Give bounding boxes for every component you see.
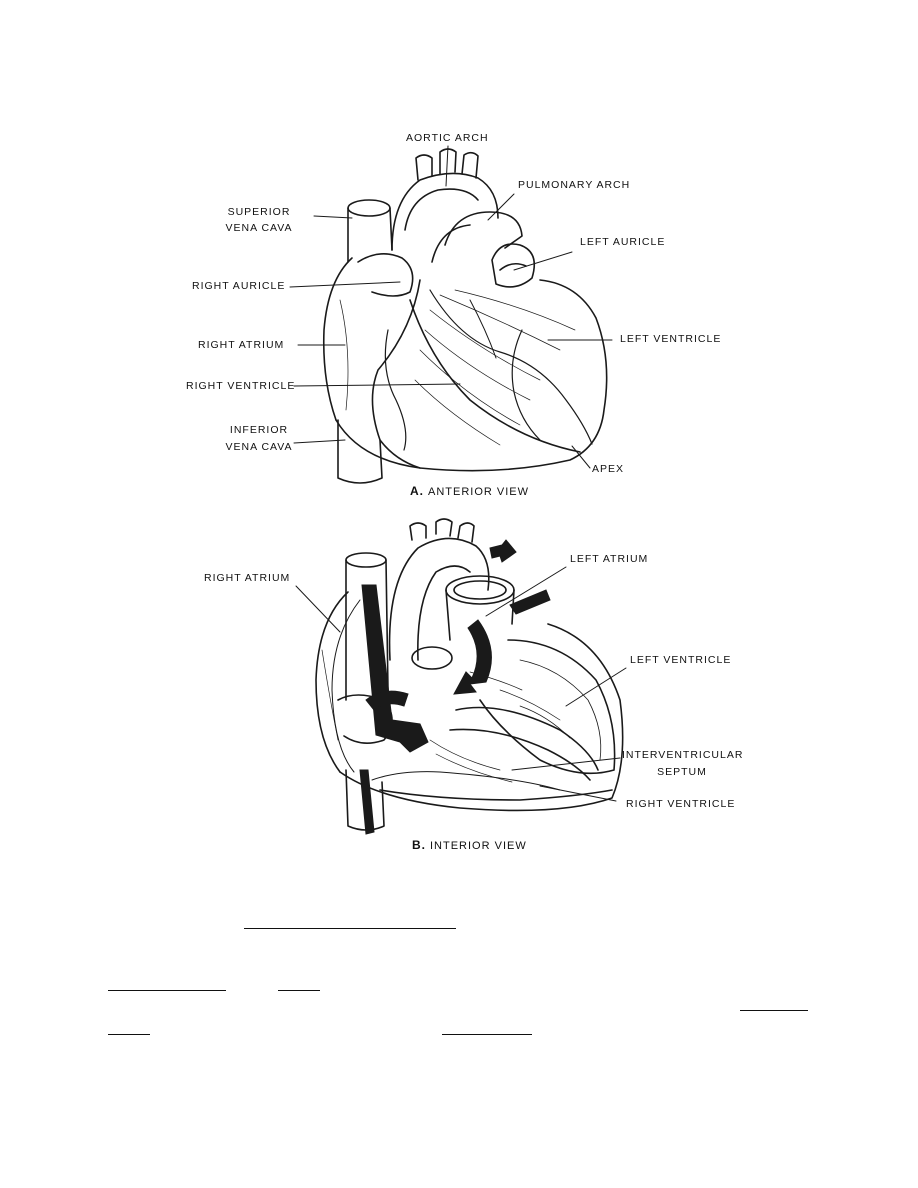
- underline-term-2: [278, 990, 320, 991]
- underline-title: [244, 928, 456, 929]
- underline-term-4: [108, 1034, 150, 1035]
- caption-anterior-letter: A.: [410, 484, 424, 498]
- caption-interior-text: INTERIOR VIEW: [430, 840, 527, 852]
- caption-anterior-view: [410, 484, 529, 498]
- label-left-auricle: LEFT AURICLE: [580, 236, 666, 248]
- label-aortic-arch: AORTIC ARCH: [406, 132, 489, 144]
- label-left-ventricle-b: LEFT VENTRICLE: [630, 654, 732, 666]
- caption-interior-view: [412, 838, 527, 852]
- label-left-atrium: LEFT ATRIUM: [570, 553, 649, 565]
- label-interventricular-line1: INTERVENTRICULAR: [622, 749, 744, 761]
- underline-term-3: [740, 1010, 808, 1011]
- anterior-view-drawing: [324, 149, 607, 483]
- label-apex: APEX: [592, 463, 625, 475]
- label-pulmonary-arch: PULMONARY ARCH: [518, 179, 631, 191]
- underline-term-1: [108, 990, 226, 991]
- label-right-atrium-b: RIGHT ATRIUM: [204, 572, 291, 584]
- label-superior-vena-cava-line1: SUPERIOR: [227, 206, 291, 218]
- caption-interior-letter: B.: [412, 838, 426, 852]
- label-right-ventricle-b: RIGHT VENTRICLE: [626, 798, 736, 810]
- label-right-atrium-a: RIGHT ATRIUM: [198, 339, 285, 351]
- label-inferior-vena-cava-line1: INFERIOR: [229, 424, 289, 436]
- underline-term-5: [442, 1034, 532, 1035]
- label-right-ventricle-a: RIGHT VENTRICLE: [186, 380, 296, 392]
- blood-flow-arrows: [360, 540, 550, 834]
- label-right-auricle: RIGHT AURICLE: [192, 280, 286, 292]
- label-inferior-vena-cava-line2: VENA CAVA: [225, 441, 293, 453]
- label-interventricular-line2: SEPTUM: [657, 766, 707, 778]
- label-superior-vena-cava-line2: VENA CAVA: [225, 222, 293, 234]
- caption-anterior-text: ANTERIOR VIEW: [428, 486, 530, 498]
- label-left-ventricle-a: LEFT VENTRICLE: [620, 333, 722, 345]
